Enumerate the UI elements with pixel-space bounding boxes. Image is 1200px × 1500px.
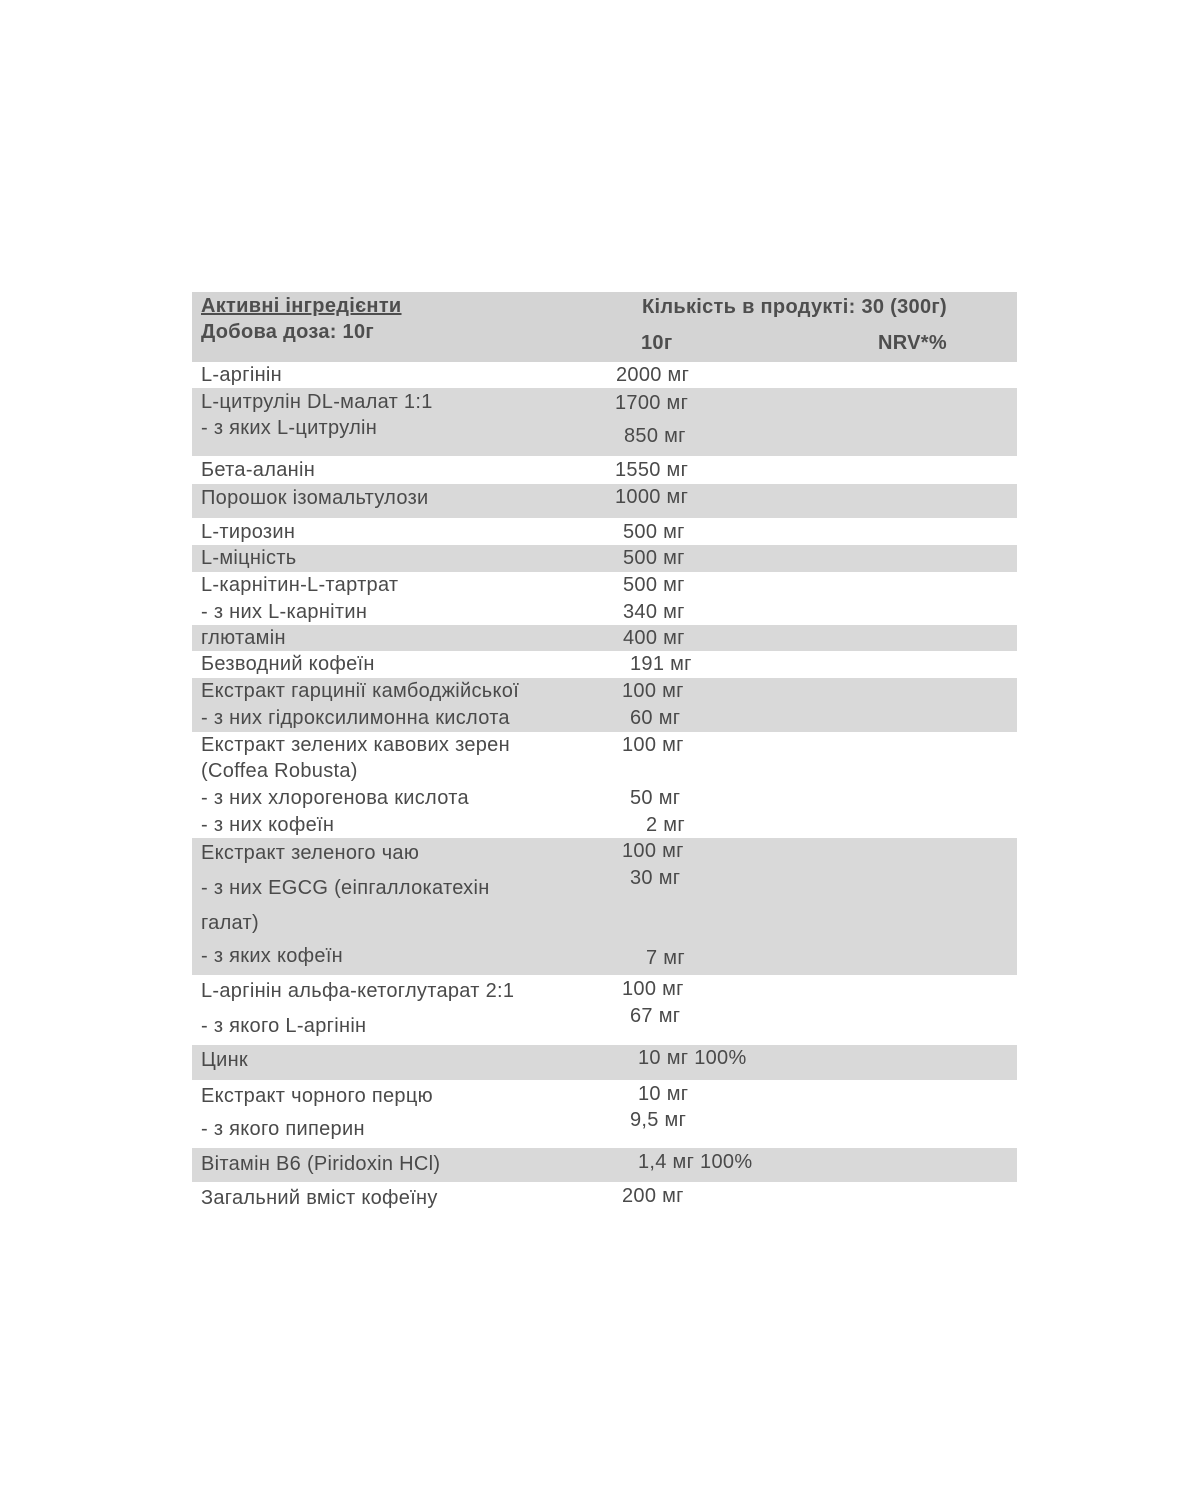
ingredient-name: Бета-аланін xyxy=(201,459,316,481)
ingredient-amount: 500 мг xyxy=(623,547,685,569)
ingredient-amount: 2 мг xyxy=(646,814,685,836)
table-row xyxy=(192,838,1017,975)
ingredient-amount: 1000 мг xyxy=(615,486,689,508)
ingredient-name: - з них хлорогенова кислота xyxy=(201,787,469,809)
table-row xyxy=(192,1080,1017,1148)
ingredient-name: Екстракт зелених кавових зерен xyxy=(201,734,510,756)
ingredient-name: Екстракт зеленого чаю xyxy=(201,842,420,864)
header-daily-dose: Добова доза: 10г xyxy=(201,321,375,343)
table-row xyxy=(192,518,1017,545)
table-row xyxy=(192,545,1017,572)
ingredient-amount: 100 мг xyxy=(622,734,684,756)
ingredient-amount: 67 мг xyxy=(630,1005,681,1027)
ingredient-name: глютамін xyxy=(201,627,286,649)
header-amount-in-product: Кількість в продукті: 30 (300г) xyxy=(642,296,947,318)
table-row xyxy=(192,362,1017,388)
header-active-ingredients: Активні інгредієнти xyxy=(201,295,402,317)
ingredient-amount: 100 мг xyxy=(622,840,684,862)
ingredient-amount: 1,4 мг 100% xyxy=(638,1151,753,1173)
ingredient-amount: 500 мг xyxy=(623,521,685,543)
ingredient-name: (Coffea Robusta) xyxy=(201,760,358,782)
ingredient-name: галат) xyxy=(201,912,259,934)
table-row xyxy=(192,456,1017,484)
ingredient-amount: 400 мг xyxy=(623,627,685,649)
header-nrv: NRV*% xyxy=(878,332,947,354)
ingredient-amount: 100 мг xyxy=(622,978,684,1000)
ingredient-amount: 500 мг xyxy=(623,574,685,596)
ingredient-name: - з них L-карнітин xyxy=(201,601,368,623)
ingredient-amount: 10 мг 100% xyxy=(638,1047,747,1069)
table-row xyxy=(192,484,1017,518)
ingredients-table xyxy=(192,292,1017,1213)
ingredient-name: - з них кофеїн xyxy=(201,814,335,836)
ingredient-name: Порошок ізомальтулози xyxy=(201,487,429,509)
table-row xyxy=(192,1182,1017,1213)
ingredient-name: - з якого L-аргінін xyxy=(201,1015,367,1037)
ingredient-amount: 10 мг xyxy=(638,1083,689,1105)
table-row xyxy=(192,572,1017,625)
ingredient-amount: 340 мг xyxy=(623,601,685,623)
table-header xyxy=(192,292,1017,362)
ingredient-name: Загальний вміст кофеїну xyxy=(201,1187,438,1209)
table-row xyxy=(192,678,1017,732)
ingredient-amount: 850 мг xyxy=(624,425,686,447)
ingredient-name: L-карнітин-L-тартрат xyxy=(201,574,399,596)
ingredient-amount: 191 мг xyxy=(630,653,692,675)
ingredient-name: Вітамін B6 (Piridoxin HCl) xyxy=(201,1153,441,1175)
ingredient-name: L-тирозин xyxy=(201,521,296,543)
ingredient-name: L-аргінін альфа-кетоглутарат 2:1 xyxy=(201,980,515,1002)
ingredient-name: - з яких кофеїн xyxy=(201,945,344,967)
table-row xyxy=(192,1045,1017,1080)
ingredient-name: - з якого пиперин xyxy=(201,1118,365,1140)
table-row xyxy=(192,732,1017,838)
ingredient-amount: 60 мг xyxy=(630,707,681,729)
ingredient-name: - з них EGCG (еіпгаллокатехін xyxy=(201,877,490,899)
ingredient-name: Екстракт гарцинії камбоджійської xyxy=(201,680,520,702)
table-row xyxy=(192,651,1017,678)
ingredient-name: L-цитрулін DL-малат 1:1 xyxy=(201,391,433,413)
table-row xyxy=(192,1148,1017,1182)
ingredient-name: Безводний кофеїн xyxy=(201,653,375,675)
table-row xyxy=(192,975,1017,1045)
ingredient-amount: 200 мг xyxy=(622,1185,684,1207)
ingredient-amount: 7 мг xyxy=(646,947,685,969)
table-row xyxy=(192,388,1017,456)
ingredient-amount: 100 мг xyxy=(622,680,684,702)
ingredient-amount: 9,5 мг xyxy=(630,1109,687,1131)
table-row xyxy=(192,625,1017,651)
ingredient-name: L-міцність xyxy=(201,547,297,569)
ingredient-amount: 2000 мг xyxy=(616,364,690,386)
ingredient-amount: 1700 мг xyxy=(615,392,689,414)
header-serving: 10г xyxy=(641,332,673,354)
ingredient-amount: 50 мг xyxy=(630,787,681,809)
ingredient-name: Цинк xyxy=(201,1049,248,1071)
ingredient-amount: 30 мг xyxy=(630,867,681,889)
ingredient-name: - з них гідроксилимонна кислота xyxy=(201,707,510,729)
ingredient-amount: 1550 мг xyxy=(615,459,689,481)
ingredient-name: Екстракт чорного перцю xyxy=(201,1085,433,1107)
ingredient-name: L-аргінін xyxy=(201,364,283,386)
ingredient-name: - з яких L-цитрулін xyxy=(201,417,378,439)
